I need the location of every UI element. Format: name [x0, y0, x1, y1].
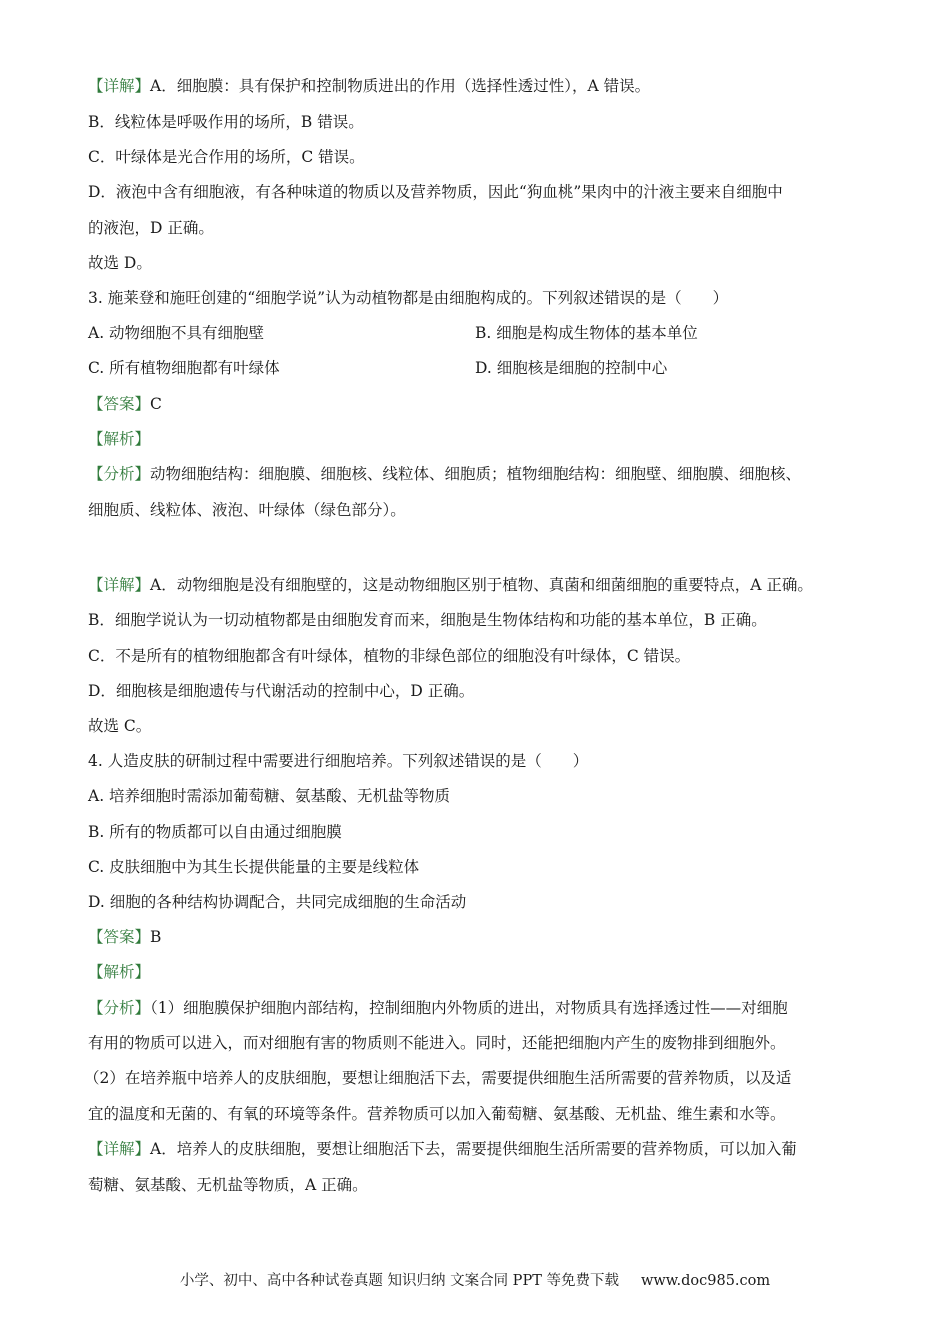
analysis-tag: 【解析】 [88, 963, 151, 981]
question-4-answer [88, 927, 161, 947]
question-3-stem: 3. 施莱登和施旺创建的“细胞学说”认为动植物都是由细胞构成的。下列叙述错误的是（ ） [88, 289, 729, 307]
fenxi-text: 动物细胞结构：细胞膜、细胞核、线粒体、细胞质；植物细胞结构：细胞壁、细胞膜、细胞核、 [150, 465, 802, 483]
fenxi-text: （1）细胞膜保护细胞内部结构，控制细胞内外物质的进出，对物质具有选择透过性——对细胞 [150, 999, 788, 1017]
question-3-detail-c: C．不是所有的植物细胞都含有叶绿体，植物的非绿色部位的细胞没有叶绿体，C 错误。 [88, 647, 691, 665]
question-3-detail-d: D．细胞核是细胞遗传与代谢活动的控制中心，D 正确。 [88, 682, 475, 700]
question-4-fenxi-cont: 有用的物质可以进入，而对细胞有害的物质则不能进入。同时，还能把细胞内产生的废物排到细胞外。 [88, 1034, 786, 1052]
detail-text: A．培养人的皮肤细胞，要想让细胞活下去，需要提供细胞生活所需要的营养物质，可以加入葡 [150, 1140, 797, 1158]
question-4-detail-cont: 萄糖、氨基酸、无机盐等物质，A 正确。 [88, 1176, 368, 1194]
question-4-option-b: B. 所有的物质都可以自由通过细胞膜 [88, 823, 342, 841]
answer-value: C [150, 395, 162, 413]
question-4-fenxi-2: （2）在培养瓶中培养人的皮肤细胞，要想让细胞活下去，需要提供细胞生活所需要的营养物质，以及适 [84, 1069, 792, 1087]
detail-text: A．细胞膜：具有保护和控制物质进出的作用（选择性透过性），A 错误。 [150, 77, 651, 95]
detail-tag: 【详解】 [88, 1140, 151, 1158]
question-4-option-a: A. 培养细胞时需添加葡萄糖、氨基酸、无机盐等物质 [88, 787, 451, 805]
detail-line: 的液泡，D 正确。 [88, 219, 214, 237]
question-4-stem: 4. 人造皮肤的研制过程中需要进行细胞培养。下列叙述错误的是（ ） [88, 752, 589, 770]
conclusion-line: 故选 D。 [88, 254, 152, 272]
question-4-fenxi [88, 998, 788, 1018]
fenxi-tag: 【分析】 [88, 999, 151, 1017]
detail-line [88, 76, 650, 96]
detail-line: C．叶绿体是光合作用的场所，C 错误。 [88, 148, 365, 166]
question-4-detail [88, 1139, 797, 1159]
question-3-answer [88, 394, 162, 414]
detail-text: A．动物细胞是没有细胞壁的，这是动物细胞区别于植物、真菌和细菌细胞的重要特点，A 正确。 [150, 576, 813, 594]
question-4-option-d: D. 细胞的各种结构协调配合，共同完成细胞的生命活动 [88, 893, 467, 911]
question-4-option-c: C. 皮肤细胞中为其生长提供能量的主要是线粒体 [88, 858, 420, 876]
detail-tag: 【详解】 [88, 77, 151, 95]
analysis-tag: 【解析】 [88, 430, 151, 448]
question-3-option-c: C. 所有植物细胞都有叶绿体 [88, 359, 280, 377]
footer-text: 小学、初中、高中各种试卷真题 知识归纳 文案合同 PPT 等免费下载 [179, 1273, 619, 1289]
question-4-fenxi-2-cont: 宜的温度和无菌的、有氧的环境等条件。营养物质可以加入葡萄糖、氨基酸、无机盐、维生素和水等。 [88, 1105, 786, 1123]
answer-value: B [150, 928, 162, 946]
answer-tag: 【答案】 [88, 928, 151, 946]
question-3-analysis-tag [88, 429, 150, 449]
footer-url[interactable]: www.doc985.com [640, 1273, 771, 1289]
fenxi-tag: 【分析】 [88, 465, 151, 483]
question-3-detail-b: B．细胞学说认为一切动植物都是由细胞发育而来，细胞是生物体结构和功能的基本单位，B 正确。 [88, 611, 767, 629]
question-4-analysis-tag [88, 962, 150, 982]
question-3-option-a: A. 动物细胞不具有细胞壁 [88, 324, 265, 342]
page-footer [0, 1271, 950, 1291]
question-3-fenxi-cont: 细胞质、线粒体、液泡、叶绿体（绿色部分）。 [88, 501, 406, 519]
question-3-detail [88, 575, 813, 595]
answer-tag: 【答案】 [88, 395, 151, 413]
question-3-option-d: D. 细胞核是细胞的控制中心 [475, 359, 668, 377]
question-3-fenxi [88, 464, 801, 484]
question-3-conclusion: 故选 C。 [88, 717, 152, 735]
detail-tag: 【详解】 [88, 576, 151, 594]
detail-line: D．液泡中含有细胞液，有各种味道的物质以及营养物质，因此“狗血桃”果肉中的汁液主要来自细胞中 [88, 183, 783, 201]
detail-line: B．线粒体是呼吸作用的场所，B 错误。 [88, 113, 364, 131]
question-3-option-b: B. 细胞是构成生物体的基本单位 [475, 324, 698, 342]
